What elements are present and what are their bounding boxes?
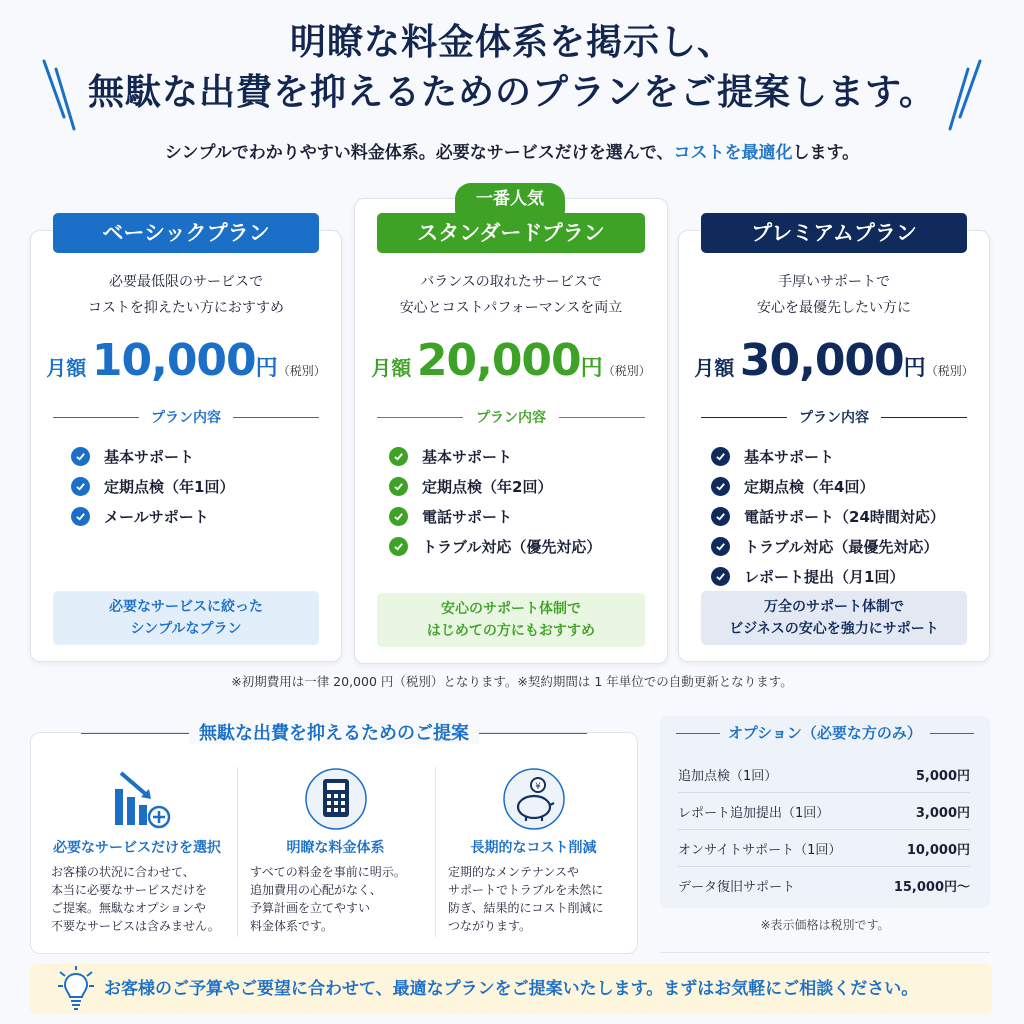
check-icon <box>711 507 730 526</box>
proposal-item-body <box>448 863 625 935</box>
price-label: 月額 <box>694 356 735 380</box>
feature-item <box>71 471 234 501</box>
check-icon <box>71 507 90 526</box>
feature-item <box>389 441 601 471</box>
page-title <box>0 18 1024 118</box>
plan-name: ベーシックプラン <box>53 213 319 253</box>
plan-price <box>679 335 989 386</box>
bar-chart-down-icon <box>101 767 173 833</box>
option-name: レポート追加提出（1回） <box>678 805 830 821</box>
plan-description-line: 必要最低限のサービスで <box>109 274 263 290</box>
feature-label: メールサポート <box>104 507 209 526</box>
plan-contents-heading <box>377 407 645 427</box>
proposal-body-line: ご提案。無駄なオプションや <box>51 901 206 915</box>
feature-label: 基本サポート <box>744 447 835 466</box>
proposal-body-line: 不要なサービスは含みません。 <box>51 919 220 933</box>
feature-item <box>71 441 234 471</box>
proposal-body-line: お客様の状況に合わせて、 <box>51 865 195 879</box>
option-price: 5,000円 <box>915 768 970 784</box>
option-price: 15,000円〜 <box>893 880 970 895</box>
price-currency: 円 <box>903 356 926 381</box>
feature-list <box>71 441 234 531</box>
proposal-title <box>31 719 637 745</box>
plan-price <box>31 335 341 386</box>
option-row <box>678 830 970 867</box>
check-icon <box>711 537 730 556</box>
svg-text:¥: ¥ <box>534 782 541 792</box>
proposal-body-line: 追加費用の心配がなく、 <box>250 883 382 897</box>
plan-note-line: はじめての方にもおすすめ <box>426 623 596 639</box>
subtitle-text: シンプルでわかりやすい料金体系。必要なサービスだけを選んで、 <box>164 143 674 163</box>
feature-item <box>711 441 945 471</box>
proposal-title-text: 無駄な出費を抑えるためのご提案 <box>189 723 479 744</box>
plan-description-line: 手厚いサポートで <box>778 274 890 290</box>
popular-badge: 一番人気 <box>455 183 565 215</box>
plan-description-line: バランスの取れたサービスで <box>420 274 602 290</box>
feature-item <box>711 531 945 561</box>
feature-label: 定期点検（年4回） <box>744 477 875 496</box>
proposal-body-line: 本当に必要なサービスだけを <box>51 883 208 897</box>
option-row <box>678 867 970 904</box>
page-title-line-1: 明瞭な料金体系を掲示し、 <box>289 22 734 63</box>
feature-item <box>389 501 601 531</box>
subtitle-text-end: します。 <box>792 143 860 163</box>
price-currency: 円 <box>255 356 278 381</box>
price-label: 月額 <box>371 356 412 380</box>
proposal-body-line: 防ぎ、結果的にコスト削減に <box>448 901 604 915</box>
divider-line <box>53 417 139 418</box>
proposal-body-line: つながります。 <box>448 919 532 933</box>
divider-line <box>660 952 990 953</box>
feature-item <box>711 561 945 591</box>
divider-line <box>377 417 463 418</box>
check-icon <box>711 447 730 466</box>
divider-line <box>930 733 974 734</box>
consultation-text: お客様のご予算やご要望に合わせて、最適なプランをご提案いたします。まずはお気軽にご相談ください。 <box>104 979 919 999</box>
plan-description <box>355 269 667 321</box>
option-name: 追加点検（1回） <box>678 768 778 784</box>
options-title-text: オプション（必要な方のみ） <box>728 724 922 742</box>
price-label: 月額 <box>46 356 87 380</box>
check-icon <box>389 447 408 466</box>
subtitle-accent: コストを最適化 <box>673 143 793 163</box>
proposal-body-line: サポートでトラブルを未然に <box>448 883 604 897</box>
plan-description <box>679 269 989 321</box>
consultation-banner[interactable] <box>30 964 992 1014</box>
plan-note-line: 万全のサポート体制で <box>764 599 904 615</box>
proposal-item-title: 長期的なコスト削減 <box>470 840 597 856</box>
feature-label: レポート提出（月1回） <box>744 567 905 586</box>
plan-contents-heading <box>701 407 967 427</box>
proposal-item-title: 必要なサービスだけを選択 <box>53 840 221 856</box>
plan-note-line: 必要なサービスに絞った <box>109 599 263 615</box>
divider-line <box>233 417 319 418</box>
feature-item <box>711 501 945 531</box>
price-tax-note: （税別） <box>277 364 326 378</box>
feature-label: 基本サポート <box>422 447 513 466</box>
option-price: 10,000円 <box>906 842 970 858</box>
divider-line <box>676 733 720 734</box>
piggy-bank-icon <box>498 767 570 833</box>
price-tax-note: （税別） <box>602 364 651 378</box>
price-amount: 10,000 <box>91 335 256 386</box>
feature-item <box>71 501 234 531</box>
plan-note <box>53 591 319 645</box>
check-icon <box>71 447 90 466</box>
page-title-line-2: 無駄な出費を抑えるためのプランをご提案します。 <box>87 72 937 113</box>
plan-card-premium[interactable] <box>678 221 990 662</box>
plan-contents-label: プラン内容 <box>476 410 546 426</box>
plan-note-line: 安心のサポート体制で <box>441 601 581 617</box>
proposal-item-body <box>51 863 229 935</box>
plan-contents-heading <box>53 407 319 427</box>
lightbulb-icon <box>56 966 96 1012</box>
feature-label: トラブル対応（優先対応） <box>422 537 602 556</box>
proposal-body-line: 予算計画を立てやすい <box>250 901 371 915</box>
feature-list <box>389 441 601 561</box>
option-price: 3,000円 <box>915 805 970 821</box>
plan-description <box>31 269 341 321</box>
divider-line <box>701 417 787 418</box>
options-panel <box>660 716 990 908</box>
check-icon <box>71 477 90 496</box>
plan-note-line: シンプルなプラン <box>130 621 242 637</box>
feature-item <box>389 471 601 501</box>
proposal-item-title: 明瞭な料金体系 <box>286 840 385 856</box>
plan-note-line: ビジネスの安心を強力にサポート <box>729 621 939 637</box>
plan-card-basic[interactable] <box>30 221 342 662</box>
plan-description-line: コストを抑えたい方におすすめ <box>87 300 285 316</box>
plan-name: スタンダードプラン <box>377 213 645 253</box>
plan-description-line: 安心とコストパフォーマンスを両立 <box>399 300 623 316</box>
divider-line <box>881 417 967 418</box>
check-icon <box>389 537 408 556</box>
feature-label: 電話サポート（24時間対応） <box>744 507 945 526</box>
check-icon <box>389 507 408 526</box>
option-row <box>678 756 970 793</box>
proposal-item-body <box>250 863 427 935</box>
plan-note <box>701 591 967 645</box>
check-icon <box>711 477 730 496</box>
calculator-icon <box>300 767 372 833</box>
price-currency: 円 <box>580 356 603 381</box>
feature-label: 定期点検（年1回） <box>104 477 235 496</box>
proposal-item-select <box>39 767 235 937</box>
plan-name: プレミアムプラン <box>701 213 967 253</box>
initial-fee-note: ※初期費用は一律 20,000 円（税別）となります。※契約期間は 1 年単位での自動更新となります。 <box>231 674 793 689</box>
plan-description-line: 安心を最優先したい方に <box>757 300 911 316</box>
feature-item <box>711 471 945 501</box>
proposal-section <box>30 723 638 954</box>
feature-list <box>711 441 945 591</box>
price-amount: 20,000 <box>416 335 581 386</box>
price-tax-note: （税別） <box>925 364 974 378</box>
feature-label: 基本サポート <box>104 447 195 466</box>
feature-item <box>389 531 601 561</box>
divider-line <box>559 417 645 418</box>
option-row <box>678 793 970 830</box>
feature-label: トラブル対応（最優先対応） <box>744 537 939 556</box>
proposal-item-cost-reduction <box>435 767 631 937</box>
proposal-item-clear-pricing <box>237 767 433 937</box>
proposal-body-line: すべての料金を事前に明示。 <box>250 865 406 879</box>
plan-card-standard[interactable] <box>354 189 668 664</box>
plan-price <box>355 335 667 386</box>
options-table <box>678 756 970 904</box>
page-subtitle <box>0 138 1024 163</box>
option-name: データ復旧サポート <box>678 880 796 895</box>
check-icon <box>711 567 730 586</box>
options-title <box>660 722 990 743</box>
proposal-body-line: 料金体系です。 <box>250 919 334 933</box>
proposal-body-line: 定期的なメンテナンスや <box>448 865 580 879</box>
feature-label: 定期点検（年2回） <box>422 477 553 496</box>
plan-contents-label: プラン内容 <box>799 410 869 426</box>
plan-contents-label: プラン内容 <box>151 410 221 426</box>
plan-note <box>377 593 645 647</box>
check-icon <box>389 477 408 496</box>
options-tax-note: ※表示価格は税別です。 <box>760 918 890 932</box>
option-name: オンサイトサポート（1回） <box>678 842 842 858</box>
price-amount: 30,000 <box>739 335 904 386</box>
feature-label: 電話サポート <box>422 507 513 526</box>
